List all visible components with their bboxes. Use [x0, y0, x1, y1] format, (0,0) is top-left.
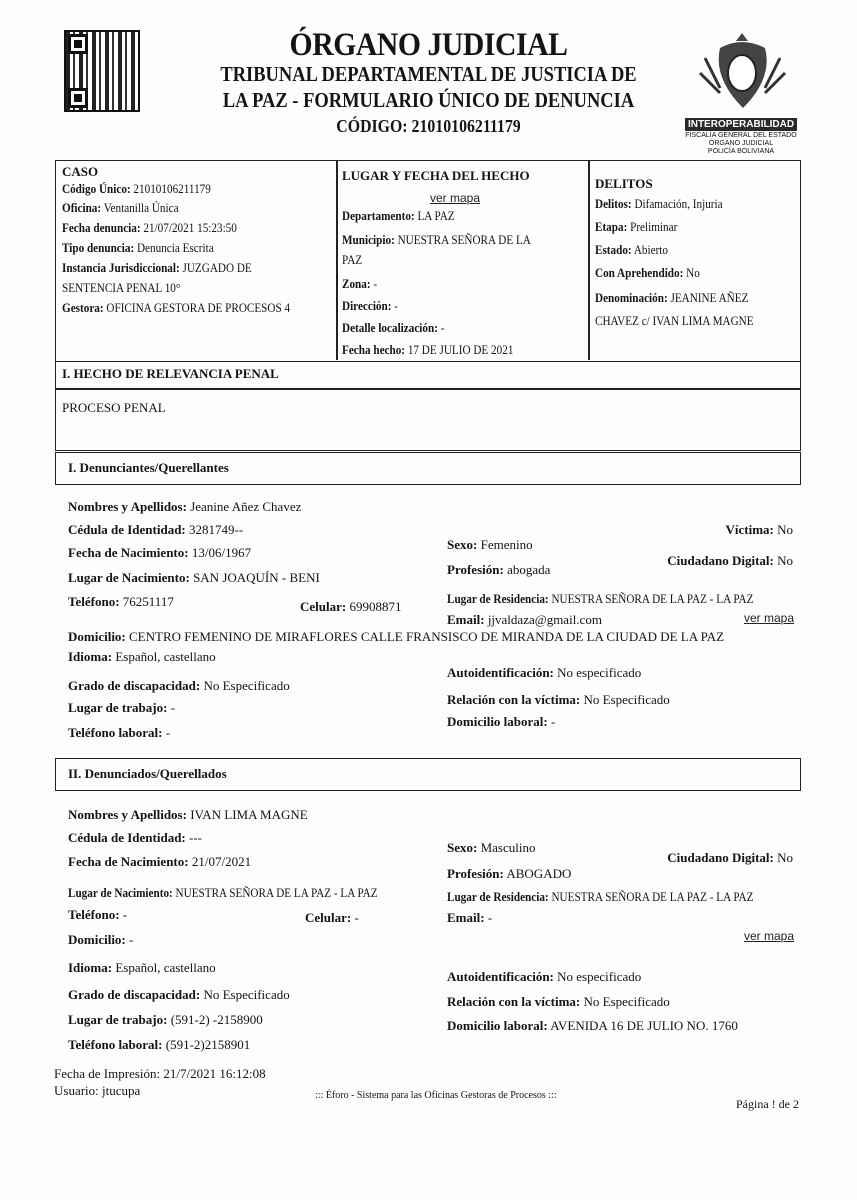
field-telefono: Teléfono: 76251117	[68, 594, 174, 609]
caso-field: Fecha denuncia: 21/07/2021 15:23:50	[62, 220, 237, 235]
field-celular: Celular: 69908871	[300, 599, 402, 614]
field-lugar-nacimiento: Lugar de Nacimiento: NUESTRA SEÑORA DE LA PAZ - LA PAZ	[68, 885, 378, 900]
field-residencia: Lugar de Residencia: NUESTRA SEÑORA DE LA PAZ - LA PAZ	[447, 591, 754, 606]
delitos-field: Etapa: Preliminar	[595, 219, 678, 234]
field-discapacidad: Grado de discapacidad: No Especificado	[68, 678, 290, 693]
field-telefono: Teléfono: -	[68, 907, 128, 922]
field-victima: Víctima: No	[725, 522, 793, 537]
divider	[588, 160, 590, 360]
caso-field: Gestora: OFICINA GESTORA DE PROCESOS 4	[62, 300, 291, 315]
ver-mapa-link[interactable]: ver mapa	[744, 929, 795, 943]
hecho-value: PROCESO PENAL	[62, 400, 166, 415]
field-email: Email: jjvaldaza@gmail.com	[447, 612, 602, 627]
caso-field: Tipo denuncia: Denuncia Escrita	[62, 240, 214, 255]
caso-field: SENTENCIA PENAL 10°	[62, 280, 181, 295]
print-date: Fecha de Impresión: 21/7/2021 16:12:08	[54, 1066, 266, 1081]
field-domicilio-laboral: Domicilio laboral: -	[447, 714, 556, 729]
page-number: Página ! de 2	[736, 1097, 799, 1111]
field-sexo: Sexo: Femenino	[447, 537, 533, 552]
field-ci: Cédula de Identidad: 3281749--	[68, 522, 244, 537]
lugar-field: Dirección: -	[342, 298, 399, 313]
field-idioma: Idioma: Español, castellano	[68, 649, 216, 664]
caso-heading: CASO	[62, 164, 99, 179]
field-domicilio-laboral: Domicilio laboral: AVENIDA 16 DE JULIO NO. 1760	[447, 1018, 738, 1033]
lugar-field: Fecha hecho: 17 DE JULIO DE 2021	[342, 342, 514, 357]
field-lugar-trabajo: Lugar de trabajo: (591-2) -2158900	[68, 1012, 263, 1027]
caso-field: Código Único: 21010106211179	[62, 181, 211, 196]
field-sexo: Sexo: Masculino	[447, 840, 536, 855]
divider	[55, 388, 801, 390]
field-nacimiento: Fecha de Nacimiento: 21/07/2021	[68, 854, 252, 869]
system-name: ::: Éforo - Sistema para las Oficinas Gestoras de Procesos :::	[315, 1090, 557, 1101]
bolivia-coat-of-arms-icon	[690, 28, 795, 118]
field-email: Email: -	[447, 910, 493, 925]
field-domicilio: Domicilio: CENTRO FEMENINO DE MIRAFLORES CALLE FRANSISCO DE MIRANDA DE LA CIUDAD DE LA PAZ	[68, 629, 725, 644]
org-label: POLICÍA BOLIVIANA	[707, 148, 775, 155]
field-autoidentificacion: Autoidentificación: No especificado	[447, 969, 642, 984]
lugar-field: Zona: -	[342, 276, 378, 291]
field-relacion: Relación con la víctima: No Especificado	[447, 994, 670, 1009]
document-subtitle-2: LA PAZ - FORMULARIO ÚNICO DE DENUNCIA	[222, 88, 635, 112]
field-profesion: Profesión: ABOGADO	[447, 866, 572, 881]
delitos-heading: DELITOS	[595, 176, 653, 191]
delitos-field: CHAVEZ c/ IVAN LIMA MAGNE	[595, 313, 754, 328]
field-profesion: Profesión: abogada	[447, 562, 551, 577]
field-residencia: Lugar de Residencia: NUESTRA SEÑORA DE LA PAZ - LA PAZ	[447, 889, 754, 904]
delitos-field: Con Aprehendido: No	[595, 265, 700, 280]
ver-mapa-link[interactable]: ver mapa	[430, 191, 481, 205]
field-domicilio: Domicilio: -	[68, 932, 134, 947]
field-lugar-nacimiento: Lugar de Nacimiento: SAN JOAQUÍN - BENI	[68, 570, 320, 585]
denunciados-heading: II. Denunciados/Querellados	[68, 766, 227, 781]
field-nombres: Nombres y Apellidos: Jeanine Añez Chavez	[68, 499, 302, 514]
user: Usuario: jtucupa	[54, 1083, 141, 1098]
divider	[336, 160, 338, 360]
document-code: CÓDIGO: 21010106211179	[336, 116, 521, 136]
lugar-field: Departamento: LA PAZ	[342, 208, 455, 223]
field-relacion: Relación con la víctima: No Especificado	[447, 692, 670, 707]
hecho-heading: I. HECHO DE RELEVANCIA PENAL	[62, 366, 279, 381]
lugar-field: Municipio: NUESTRA SEÑORA DE LA	[342, 232, 531, 247]
lugar-heading: LUGAR Y FECHA DEL HECHO	[342, 168, 530, 183]
org-label: FISCALÍA GENERAL DEL ESTADO	[685, 132, 797, 139]
field-telefono-laboral: Teléfono laboral: (591-2)2158901	[68, 1037, 251, 1052]
caso-field: Oficina: Ventanilla Única	[62, 200, 179, 215]
field-nombres: Nombres y Apellidos: IVAN LIMA MAGNE	[68, 807, 308, 822]
ver-mapa-link[interactable]: ver mapa	[744, 611, 795, 625]
field-discapacidad: Grado de discapacidad: No Especificado	[68, 987, 290, 1002]
denunciantes-heading: I. Denunciantes/Querellantes	[68, 460, 229, 475]
document-subtitle-1: TRIBUNAL DEPARTAMENTAL DE JUSTICIA DE	[220, 62, 637, 86]
field-ciudadano-digital: Ciudadano Digital: No	[667, 553, 793, 568]
field-idioma: Idioma: Español, castellano	[68, 960, 216, 975]
field-celular: Celular: -	[305, 910, 359, 925]
field-ciudadano-digital: Ciudadano Digital: No	[667, 850, 793, 865]
lugar-field: Detalle localización: -	[342, 320, 445, 335]
delitos-field: Estado: Abierto	[595, 242, 669, 257]
field-telefono-laboral: Teléfono laboral: -	[68, 725, 171, 740]
document-title: ÓRGANO JUDICIAL	[289, 27, 568, 63]
delitos-field: Denominación: JEANINE AÑEZ	[595, 290, 749, 305]
field-ci: Cédula de Identidad: ---	[68, 830, 202, 845]
field-lugar-trabajo: Lugar de trabajo: -	[68, 700, 176, 715]
caso-field: Instancia Jurisdiccional: JUZGADO DE	[62, 260, 252, 275]
interoperabilidad-badge: INTEROPERABILIDAD	[685, 118, 797, 131]
delitos-field: Delitos: Difamación, Injuria	[595, 196, 723, 211]
org-label: ÓRGANO JUDICIAL	[708, 140, 774, 147]
lugar-field: PAZ	[342, 252, 363, 267]
field-autoidentificacion: Autoidentificación: No especificado	[447, 665, 642, 680]
field-nacimiento: Fecha de Nacimiento: 13/06/1967	[68, 545, 252, 560]
